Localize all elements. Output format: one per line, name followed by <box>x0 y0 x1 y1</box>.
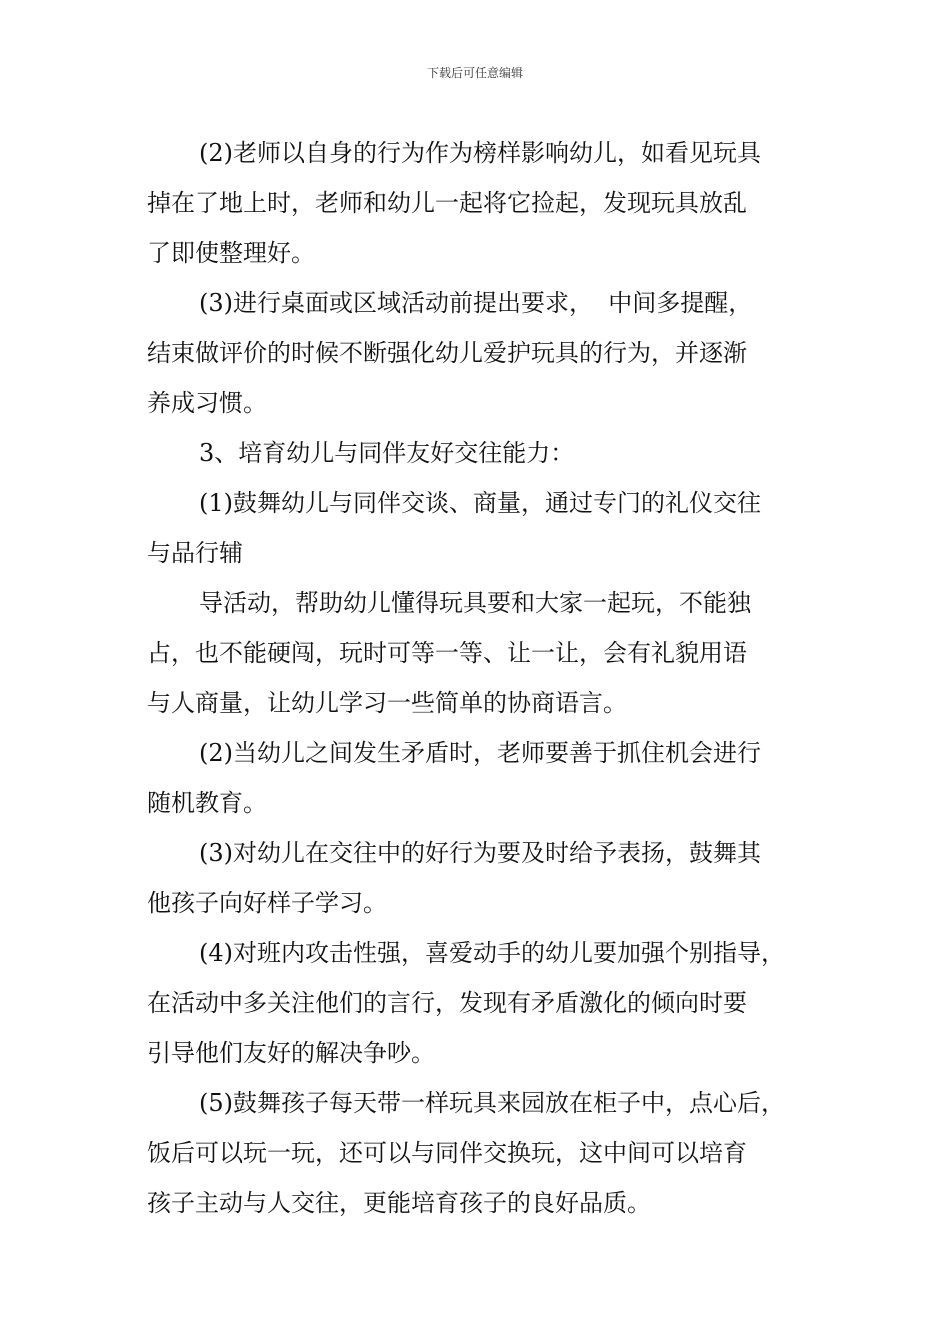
document-body <box>147 128 827 1228</box>
text-line: (5)鼓舞孩子每天带一样玩具来园放在柜子中，点心后， <box>199 1089 785 1117</box>
text-line: 饭后可以玩一玩，还可以与同伴交换玩，这中间可以培育 <box>147 1139 747 1167</box>
text-line: 随机教育。 <box>147 789 267 817</box>
text-line: 他孩子向好样子学习。 <box>147 889 387 917</box>
text-line: 掉在了地上时，老师和幼儿一起将它捡起，发现玩具放乱 <box>147 189 747 217</box>
text-line: 在活动中多关注他们的言行，发现有矛盾激化的倾向时要 <box>147 989 747 1017</box>
text-line: 与品行辅 <box>147 539 243 567</box>
text-line: (2)老师以自身的行为作为榜样影响幼儿，如看见玩具 <box>199 139 761 167</box>
text-line: (3)进行桌面或区域活动前提出要求， 中间多提醒， <box>199 289 753 317</box>
text-line: 孩子主动与人交往，更能培育孩子的良好品质。 <box>147 1189 651 1217</box>
page-header-note: 下载后可任意编辑 <box>426 66 523 80</box>
text-line: (4)对班内攻击性强，喜爱动手的幼儿要加强个别指导， <box>199 939 785 967</box>
section-heading: 3、培育幼儿与同伴友好交往能力： <box>199 439 575 467</box>
text-line: (3)对幼儿在交往中的好行为要及时给予表扬，鼓舞其 <box>199 839 761 867</box>
text-line: 占，也不能硬闯，玩时可等一等、让一让，会有礼貌用语 <box>147 639 747 667</box>
text-line: 结束做评价的时候不断强化幼儿爱护玩具的行为，并逐渐 <box>147 339 747 367</box>
text-line: (2)当幼儿之间发生矛盾时，老师要善于抓住机会进行 <box>199 739 761 767</box>
text-line: 引导他们友好的解决争吵。 <box>147 1039 435 1067</box>
text-line: 养成习惯。 <box>147 389 267 417</box>
text-line: 了即使整理好。 <box>147 239 315 267</box>
text-line: (1)鼓舞幼儿与同伴交谈、商量，通过专门的礼仪交往 <box>199 489 761 517</box>
text-line: 导活动，帮助幼儿懂得玩具要和大家一起玩，不能独 <box>199 589 751 617</box>
text-line: 与人商量，让幼儿学习一些简单的协商语言。 <box>147 689 627 717</box>
